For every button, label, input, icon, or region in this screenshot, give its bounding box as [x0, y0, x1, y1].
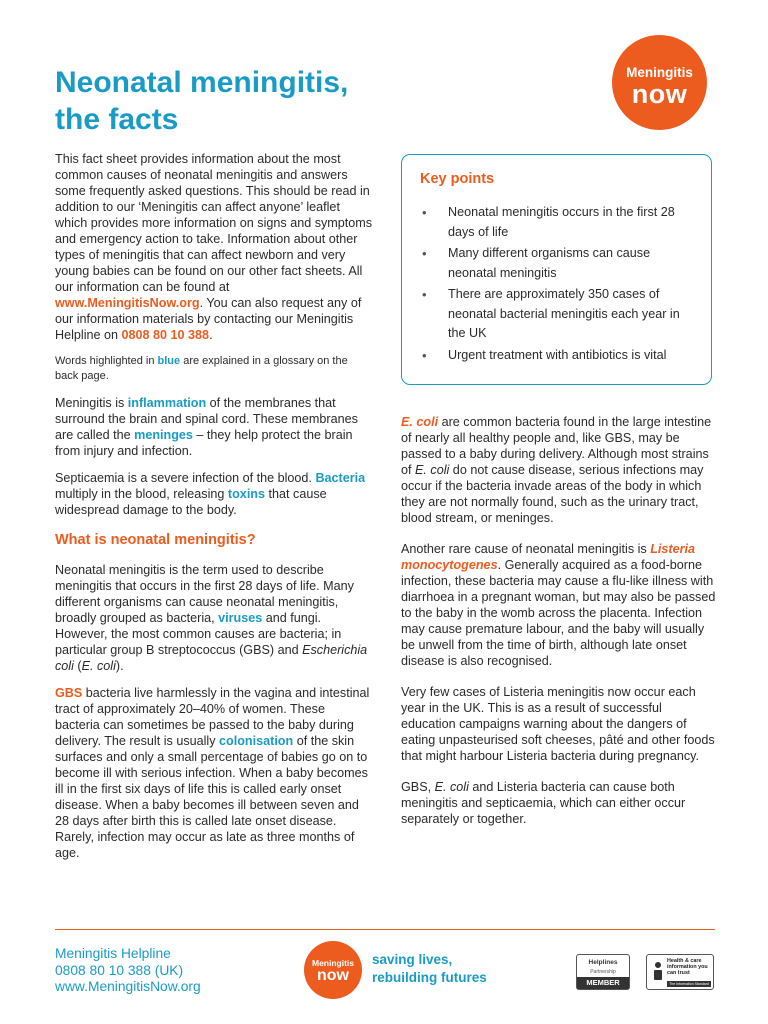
helpline-phone[interactable]: 0808 80 10 388: [121, 328, 210, 342]
information-standard-badge: [646, 954, 714, 990]
listeria-cases-paragraph: Very few cases of Listeria meningitis now occur each year in the UK. This is as a result of successful education campaigns warning about the dangers of eating unpasteurised soft cheeses, pâté and other foods that might harbour Listeria bacteria during pregnancy.: [401, 685, 715, 763]
footer-logo-line2: now: [317, 967, 349, 984]
helplines-member-badge: [576, 954, 630, 990]
helpline-phone-footer[interactable]: 0808 80 10 388 (UK): [55, 962, 184, 978]
footer-logo-line1: Meningitis: [311, 958, 355, 968]
helpline-label: Meningitis Helpline: [55, 946, 171, 961]
glossary-note: [55, 354, 373, 384]
meningitis-post: – they help protect the brain from injury and infection.: [55, 428, 353, 458]
septicaemia-pre: Septicaemia is a severe infection of the blood.: [55, 471, 316, 485]
key-points-heading: Key points: [420, 171, 495, 187]
ecoli-term: E. coli: [401, 415, 439, 429]
page-title-line1: Neonatal meningitis,: [55, 66, 349, 99]
glossary-term-meninges: meninges: [134, 428, 193, 442]
ecoli-text-2: do not cause disease, serious infections may occur if the bacteria invade areas of the body in which they are not normally found, such as the urinary tract, blood stream, or meninges.: [401, 463, 704, 525]
septicaemia-mid: multiply in the blood, releasing: [55, 487, 228, 501]
logo-line2: now: [631, 79, 688, 109]
website-link[interactable]: www.MeningitisNow.org: [55, 296, 200, 310]
meningitis-paragraph: [55, 395, 373, 459]
septicaemia-paragraph: [55, 470, 373, 518]
footer-helpline: [55, 946, 201, 996]
meningitis-now-logo: [612, 35, 707, 130]
key-point-item: • Urgent treatment with antibiotics is vital: [420, 346, 693, 366]
badge1-title: Helplines: [588, 959, 618, 966]
glossary-term-bacteria: Bacteria: [315, 471, 366, 485]
page-title: [55, 64, 475, 138]
final-pre: GBS,: [401, 780, 435, 794]
neonatal-mid2: (: [73, 659, 82, 673]
meningitis-pre: Meningitis is: [55, 396, 128, 410]
listeria-paragraph: [401, 541, 717, 669]
ecoli-full-name: Escherichia coli: [55, 643, 368, 673]
badge1-member: MEMBER: [577, 977, 629, 989]
gbs-text-2: of the skin surfaces and only a small percentage of babies go on to become ill with serious infection. When a baby becomes ill in the first six days of life this is called early onset disease. When a baby becomes ill between seven and 28 days after birth this is called late onset disease. Rarely, infection may occur as late as three months of age.: [55, 734, 368, 860]
septicaemia-post: that cause widespread damage to the body.: [55, 487, 327, 517]
ecoli-text-1: are common bacteria found in the large intestine of nearly all healthy people and, like GBS, may be passed to a baby during delivery. Although most strains of: [401, 415, 712, 477]
listeria-pre: Another rare cause of neonatal meningitis is: [401, 542, 651, 556]
gbs-term: GBS: [55, 686, 83, 700]
intro-paragraph: [55, 151, 373, 343]
final-ecoli: E. coli: [434, 780, 469, 794]
neonatal-mid: and fungi. However, the most common causes are bacteria; in particular group B streptococcus (GBS) and: [55, 611, 342, 657]
glossary-term-colonisation: colonisation: [219, 734, 294, 748]
glossary-term-inflammation: inflammation: [127, 396, 207, 410]
key-point-item: • There are approximately 350 cases of neonatal bacterial meningitis each year in the UK: [420, 285, 693, 344]
left-column: [55, 151, 373, 872]
badge1-subtitle: Partnership: [590, 969, 616, 975]
ecoli-paragraph: [401, 414, 717, 526]
tagline-line1: saving lives,: [372, 952, 453, 967]
right-column: [401, 414, 717, 838]
section-heading: What is neonatal meningitis?: [55, 532, 256, 548]
key-point-item: • Many different organisms can cause neonatal meningitis: [420, 244, 693, 283]
final-post: and Listeria bacteria can cause both meningitis and septicaemia, which can either occur separately or together.: [401, 780, 686, 826]
badge2-text: Health & care information you can trust: [667, 958, 708, 976]
page-title-line2: the facts: [55, 103, 179, 136]
glossary-note-blue: blue: [157, 355, 181, 367]
intro-text-1: This fact sheet provides information about the most common causes of neonatal meningitis and answers some frequently asked questions. This should be read in addition to our ‘Meningitis can affect anyone’ leaflet which provides more information on signs and symptoms and emergency action to take. Information about other types of meningitis that can affect newborn and very young babies can be found on our other fact sheets. All our information can be found at: [55, 152, 373, 294]
neonatal-post: ).: [115, 659, 124, 673]
tagline-line2: rebuilding futures: [372, 970, 487, 985]
neonatal-pre: Neonatal meningitis is the term used to describe meningitis that occurs in the first 28 days of life. Many different organisms can cause neonatal meningitis, broadly grouped as bacteria,: [55, 563, 354, 625]
intro-text-3: .: [209, 328, 213, 342]
gbs-paragraph: [55, 685, 373, 861]
glossary-term-toxins: toxins: [227, 487, 266, 501]
meningitis-mid: of the membranes that surround the brain and spinal cord. These membranes are called the: [55, 396, 358, 442]
listeria-post: . Generally acquired as a food-borne infection, these bacteria may cause a flu-like illness with diarrhoea in a pregnant woman, but may also be passed to the baby in the womb across the placenta. Infection may cause premature labour, and the baby will usually be unwell from the time of birth, although late onset disease is also recognised.: [401, 558, 716, 668]
footer-logo: [304, 941, 362, 999]
badge2-bottom: The Information Standard: [667, 981, 711, 987]
listeria-term: Listeria monocytogenes: [401, 542, 696, 572]
footer-tagline: [372, 951, 487, 987]
footer-divider: [55, 929, 715, 930]
key-point-item: • Neonatal meningitis occurs in the first 28 days of life: [420, 203, 693, 242]
glossary-note-pre: Words highlighted in: [55, 355, 158, 367]
key-points-list: [420, 203, 693, 365]
glossary-term-viruses: viruses: [218, 611, 263, 625]
neonatal-paragraph: [55, 562, 373, 674]
information-standard-icon: [651, 961, 665, 981]
intro-text-2: . You can also request any of our information materials by contacting our Meningitis Helpline on: [55, 296, 362, 342]
ecoli-term-2: E. coli: [415, 463, 450, 477]
gbs-text-1: bacteria live harmlessly in the vagina and intestinal tract of approximately 20–40% of women. These bacteria can sometimes be passed to the baby during delivery. The result is usually: [55, 686, 370, 748]
logo-line1: Meningitis: [626, 65, 693, 80]
ecoli-short-name: E. coli: [81, 659, 116, 673]
key-points-box: [401, 154, 712, 385]
footer-website-link[interactable]: www.MeningitisNow.org: [55, 979, 201, 994]
final-paragraph: [401, 779, 717, 827]
glossary-note-post: are explained in a glossary on the back page.: [55, 355, 348, 382]
